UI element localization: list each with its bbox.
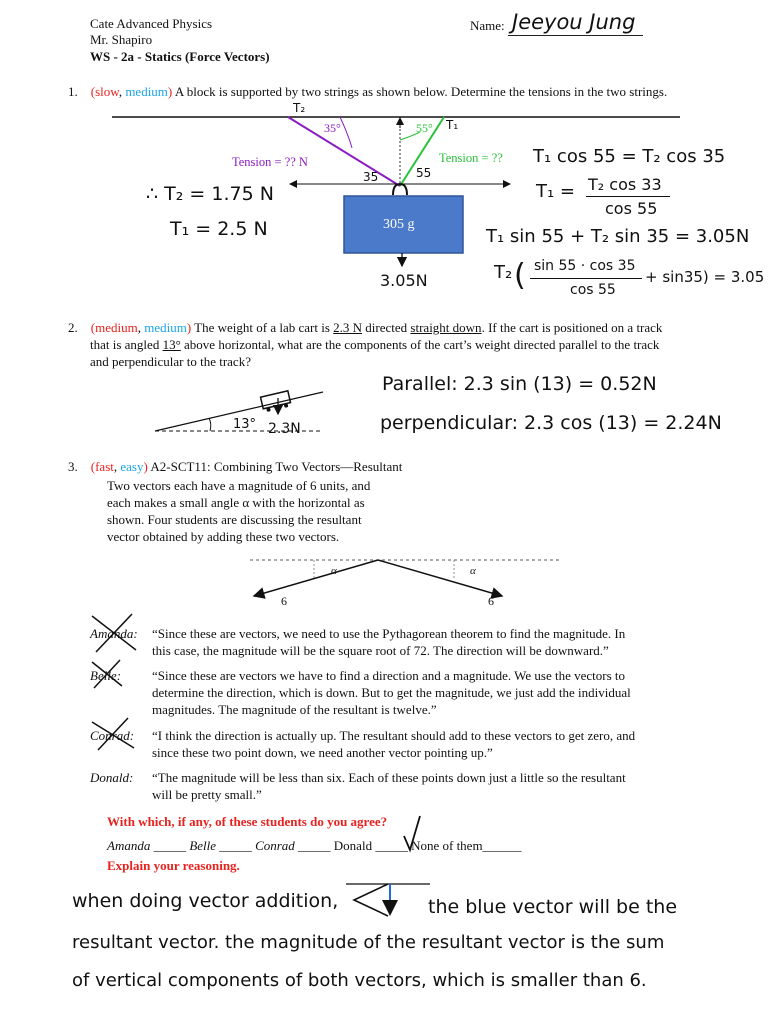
choice-belle[interactable]: Belle _____ [189,838,252,853]
explanation-line-1b: the blue vector will be the [428,896,678,918]
q2-difficulty: medium [144,320,187,335]
q2-line3: and perpendicular to the track? [90,354,251,369]
choice-amanda[interactable]: Amanda _____ [107,838,187,853]
q3-intro-line: each makes a small angle α with the horizontal as [107,495,365,510]
statement-line: “Since these are vectors, we need to use the Pythagorean theorem to find the magnitude. In [152,626,626,641]
q3-magnitude-right: 6 [488,594,494,608]
q1-eq4-lhs: T₂ [494,262,513,283]
q3-alpha-left: α [331,565,337,577]
q3-paren-close: ) [143,459,148,474]
q1-difficulty: medium [125,84,168,99]
name-label: Name: [470,18,505,33]
q3-magnitude-left: 6 [281,594,287,608]
q1-t2-label: T₂ [293,101,306,115]
q2-direction-underlined: straight down [410,320,482,335]
q2-text-b: directed [362,320,411,335]
q3-difficulty: easy [120,459,144,474]
q1-eq4-num: sin 55 · cos 35 [534,258,636,274]
student-name-signature: Jeeyou Jung [512,10,636,34]
statement-line: since these two point down, we need another vector pointing up.” [152,745,493,760]
q2-perpendicular-answer: perpendicular: 2.3 cos (13) = 2.24N [380,412,722,434]
q3-alpha-right: α [470,565,476,577]
q1-t1-label: T₁ [446,118,459,132]
choice-none[interactable]: None of them______ [411,838,522,853]
q1-eq3: T₁ sin 55 + T₂ sin 35 = 3.05N [486,226,750,247]
q3-explain-label: Explain your reasoning. [107,858,240,873]
q1-small-angle-left: 35 [363,170,379,184]
statement-line: this case, the magnitude will be the square root of 72. The direction will be downward.” [152,643,609,658]
q1-eq4-rest: + sin35) = 3.05 [645,268,765,286]
q3-speed: fast [95,459,114,474]
q1-eq1: T₁ cos 55 = T₂ cos 35 [533,146,726,167]
teacher-name: Mr. Shapiro [90,32,153,47]
q2-paren-close: ) [186,320,192,335]
statement-line: determine the direction, which is down. But to get the magnitude, we just add the individual [152,685,631,700]
q1-eq2-den: cos 55 [605,199,658,218]
q1-number: 1. [68,84,78,99]
q1-block-mass: 305 g [383,217,415,232]
q3-sep: , [113,459,121,474]
q3-intro-line: Two vectors each have a magnitude of 6 units, and [107,478,371,493]
q3-title: A2-SCT11: Combining Two Vectors—Resultant [150,459,403,474]
q2-text-a: The weight of a lab cart is [194,320,334,335]
q2-number: 2. [68,320,78,335]
q1-angle-right: 55° [416,121,433,135]
q1-angle-left: 35° [324,121,341,135]
q2-angle-underlined: 13° [162,337,181,352]
q3-paren-open: ( [90,459,96,474]
statement-line: magnitudes. The magnitude of the resultant is twelve.” [152,702,437,717]
q1-sep: , [118,84,126,99]
q2-angle-label: 13° [233,417,257,432]
explanation-line-2: resultant vector. the magnitude of the resultant vector is the sum [72,932,665,953]
q1-speed: slow [95,84,119,99]
student-name-donald: Donald: [90,770,134,785]
q3-intro-line: shown. Four students are discussing the resultant [107,512,362,527]
q2-sep: , [137,320,145,335]
q1-weight-label: 3.05N [380,271,428,290]
q3-number: 3. [68,459,78,474]
q1-answer-t2: ∴ T₂ = 1.75 N [146,183,274,205]
student-name-belle: Belle: [90,668,122,683]
q1-paren-open: ( [90,84,96,99]
q1-eq2-num: T₂ cos 33 [588,175,662,194]
statement-line: “Since these are vectors we have to find a direction and a magnitude. We use the vectors to [152,668,626,683]
q2-text-c: . If the cart is positioned on a track [481,320,663,335]
q1-tension-left: Tension = ?? N [232,155,308,169]
q2-line2-b: above horizontal, what are the components of the cart’s weight directed parallel to the track [180,337,660,352]
q1-eq4-den: cos 55 [570,282,616,298]
q1-paren-close: ) [167,84,173,99]
explanation-line-3: of vertical components of both vectors, which is smaller than 6. [72,970,647,991]
q2-speed: medium [95,320,138,335]
statement-line: “The magnitude will be less than six. Each of these points down just a little so the resultant [152,770,626,785]
choice-conrad[interactable]: Conrad _____ [255,838,331,853]
student-name-amanda: Amanda: [90,626,138,641]
q2-force-label: 2.3N [268,421,301,437]
q1-small-angle-right: 55 [416,166,432,180]
q3-agree-question: With which, if any, of these students do you agree? [107,814,388,829]
q3-intro-line: vector obtained by adding these two vectors. [107,529,340,544]
student-name-conrad: Conrad: [90,728,135,743]
q1-eq2-lhs: T₁ = [536,181,576,202]
statement-line: “I think the direction is actually up. The resultant should add to these vectors to get zero, and [152,728,636,743]
q1-text: A block is supported by two strings as shown below. Determine the tensions in the two strings. [174,84,668,99]
worksheet-title: WS - 2a - Statics (Force Vectors) [90,49,270,64]
q2-line2-a: that is angled [90,337,163,352]
statement-line: will be pretty small.” [152,787,262,802]
q1-answer-t1: T₁ = 2.5 N [170,218,268,240]
q1-tension-right: Tension = ?? [439,151,503,165]
explanation-line-1a: when doing vector addition, [72,890,339,912]
q2-paren-open: ( [90,320,96,335]
q2-weight-underlined: 2.3 N [333,320,363,335]
course-title: Cate Advanced Physics [90,16,213,31]
choice-donald[interactable]: Donald _____ [333,838,408,853]
q1-eq4-paren: ( [514,258,526,293]
q2-parallel-answer: Parallel: 2.3 sin (13) = 0.52N [382,373,657,395]
